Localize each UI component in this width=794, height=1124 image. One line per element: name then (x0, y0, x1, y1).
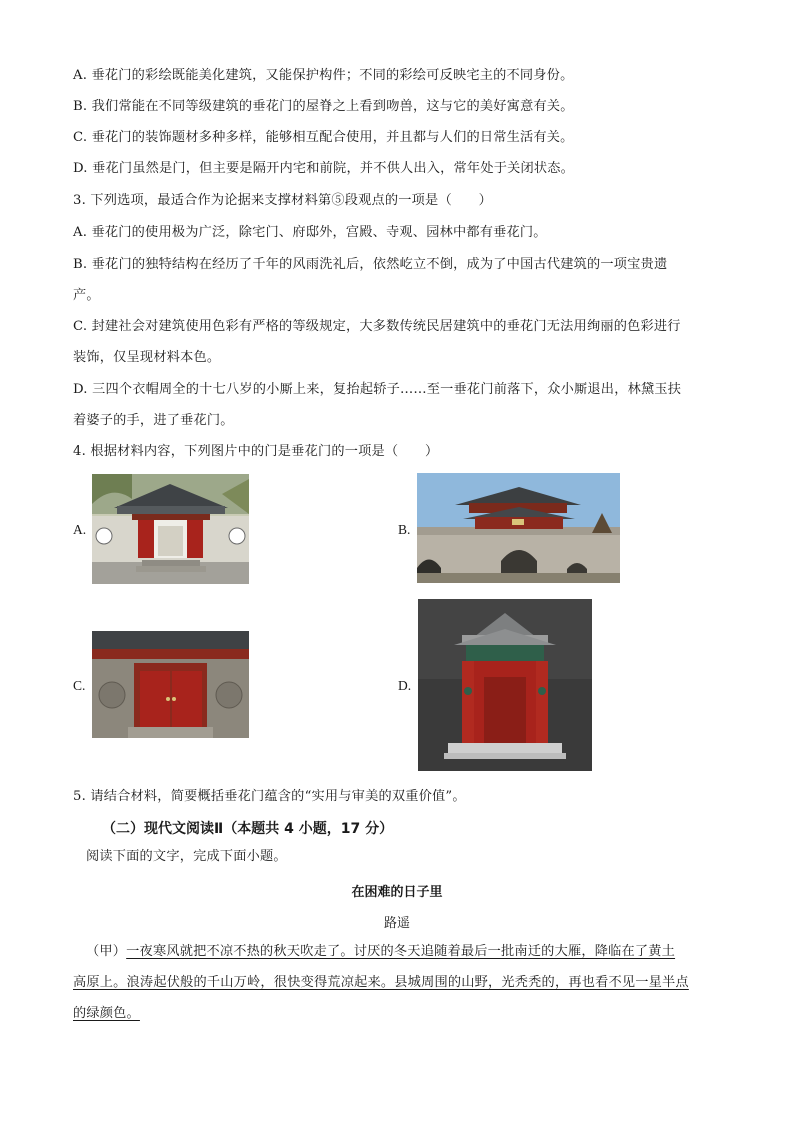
q3-option-b-line2: 产。 (73, 288, 100, 303)
article-title: 在困难的日子里 (351, 885, 443, 900)
q3-option-a: A. 垂花门的使用极为广泛，除宅门、府邸外，宫殿、寺观、园林中都有垂花门。 (73, 225, 547, 240)
q2-option-b: B. 我们常能在不同等级建筑的垂花门的屋脊之上看到吻兽，这与它的美好寓意有关。 (73, 99, 574, 114)
paragraph-line-3: 的绿颜色。 (73, 1006, 140, 1021)
q4-label-c: C. (73, 678, 86, 693)
q3-stem: 3. 下列选项，最适合作为论据来支撑材料第⑤段观点的一项是（ ） (73, 193, 492, 208)
q2-option-d: D. 垂花门虽然是门，但主要是隔开内宅和前院，并不供人出入，常年处于关闭状态。 (73, 161, 575, 176)
reading-instruction: 阅读下面的文字，完成下面小题。 (86, 849, 287, 864)
q4-label-a: A. (73, 522, 87, 537)
paragraph-line-1 (86, 943, 675, 961)
article-author: 路遥 (383, 916, 410, 931)
q3-option-b-line1: B. 垂花门的独特结构在经历了千年的风雨洗礼后，依然屹立不倒，成为了中国古代建筑的一项宝贵遗 (73, 257, 668, 272)
q4-label-d: D. (398, 678, 412, 693)
q4-stem: 4. 根据材料内容，下列图片中的门是垂花门的一项是（ ） (73, 444, 439, 459)
paragraph-mark: （甲） (86, 944, 127, 959)
paragraph-text-1: 一夜寒风就把不凉不热的秋天吹走了。讨厌的冬天追随着最后一批南迁的大雁，降临在了黄土 (126, 944, 676, 959)
q2-option-c: C. 垂花门的装饰题材多种多样，能够相互配合使用，并且都与人们的日常生活有关。 (73, 130, 574, 145)
q3-option-c-line1: C. 封建社会对建筑使用色彩有严格的等级规定，大多数传统民居建筑中的垂花门无法用绚丽的色彩进行 (73, 319, 681, 334)
q4-label-b: B. (398, 522, 411, 537)
q3-option-d-line1: D. 三四个衣帽周全的十七八岁的小厮上来，复抬起轿子……至一垂花门前落下，众小厮退出，林黛玉扶 (73, 382, 682, 397)
gate-photo-b[interactable] (417, 473, 620, 583)
gate-photo-d[interactable] (418, 599, 592, 771)
gate-photo-a[interactable] (92, 474, 249, 584)
section-title: （二）现代文阅读Ⅱ（本题共 4 小题，17 分） (102, 821, 394, 837)
q3-option-c-line2: 装饰，仅呈现材料本色。 (73, 350, 221, 365)
q5-stem: 5. 请结合材料，简要概括垂花门蕴含的“实用与审美的双重价值”。 (73, 789, 466, 804)
q3-option-d-line2: 着婆子的手，进了垂花门。 (73, 413, 234, 428)
gate-photo-c[interactable] (92, 631, 249, 738)
q2-option-a: A. 垂花门的彩绘既能美化建筑，又能保护构件；不同的彩绘可反映宅主的不同身份。 (73, 68, 574, 83)
paragraph-line-2: 高原上。浪涛起伏般的千山万岭，很快变得荒凉起来。县城周围的山野，光秃秃的，再也看不见一星半点 (73, 975, 689, 990)
